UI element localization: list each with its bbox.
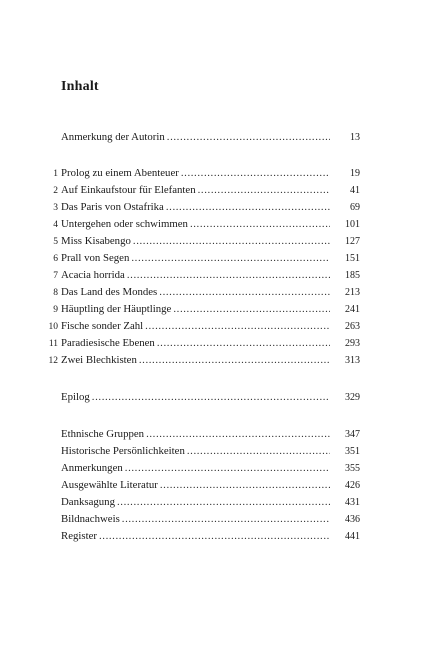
- dot-leader: [166, 199, 330, 215]
- toc-entry-back: [40, 460, 360, 476]
- page-title: Inhalt: [61, 79, 99, 94]
- toc-title: Das Paris von Ostafrika: [61, 201, 164, 213]
- toc-title: Prall von Segen: [61, 252, 130, 264]
- toc-page-number: 151: [345, 253, 360, 264]
- dot-leader: [117, 494, 330, 510]
- toc-entry-front: [40, 129, 360, 145]
- toc-page-number: 69: [350, 202, 360, 213]
- toc-title: Bildnachweis: [61, 513, 120, 525]
- toc-title: Register: [61, 530, 97, 542]
- chapter-number: 4: [53, 220, 58, 230]
- toc-page-number: 263: [345, 321, 360, 332]
- toc-page-number: 101: [345, 219, 360, 230]
- dot-leader: [122, 511, 330, 527]
- toc-title: Anmerkung der Autorin: [61, 131, 165, 143]
- dot-leader: [133, 233, 330, 249]
- toc-title: Fische sonder Zahl: [61, 320, 144, 332]
- toc-entry-chapter: [40, 233, 360, 249]
- toc-page-number: 431: [345, 497, 360, 508]
- toc-title: Epilog: [61, 391, 90, 403]
- toc-page-number: 355: [345, 463, 360, 474]
- dot-leader: [146, 426, 330, 442]
- toc-entry-chapter: [40, 250, 360, 266]
- dot-leader: [157, 335, 330, 351]
- toc-entry-back: [40, 511, 360, 527]
- toc-page-number: 185: [345, 270, 360, 281]
- toc-title: Acacia horrida: [61, 269, 125, 281]
- dot-leader: [160, 477, 330, 493]
- toc-title: Ethnische Gruppen: [61, 428, 145, 440]
- dot-leader: [125, 460, 330, 476]
- dot-leader: [190, 216, 330, 232]
- toc-page-number: 127: [345, 236, 360, 247]
- toc-page-number: 293: [345, 338, 360, 349]
- toc-entry-back: [40, 477, 360, 493]
- toc-entry-chapter: [40, 267, 360, 283]
- dot-leader: [173, 301, 330, 317]
- toc-entry-back: [40, 443, 360, 459]
- toc-title: Häuptling der Häuptlinge: [61, 303, 172, 315]
- toc-entry-back: [40, 426, 360, 442]
- toc-entry-chapter: [40, 165, 360, 181]
- toc-page-number: 426: [345, 480, 360, 491]
- toc-title: Prolog zu einem Abenteuer: [61, 167, 179, 179]
- toc-title: Auf Einkaufstour für Elefanten: [61, 184, 196, 196]
- chapter-number: 9: [53, 305, 58, 315]
- toc-entry-chapter: [40, 199, 360, 215]
- dot-leader: [159, 284, 330, 300]
- toc-entry-chapter: [40, 301, 360, 317]
- chapter-number: 11: [48, 339, 58, 349]
- toc-title: Ausgewählte Literatur: [61, 479, 158, 491]
- dot-leader: [181, 165, 330, 181]
- dot-leader: [99, 528, 330, 544]
- toc-entry-back: [40, 494, 360, 510]
- toc-page-number: 347: [345, 429, 360, 440]
- toc-entry-chapter: [40, 284, 360, 300]
- dot-leader: [145, 318, 330, 334]
- toc-page-number: 213: [345, 287, 360, 298]
- toc-entry-chapter: [40, 335, 360, 351]
- toc-title: Danksagung: [61, 496, 115, 508]
- toc-page-number: 351: [345, 446, 360, 457]
- toc-page-number: 436: [345, 514, 360, 525]
- dot-leader: [127, 267, 330, 283]
- chapter-number: 2: [53, 186, 58, 196]
- dot-leader: [139, 352, 330, 368]
- toc-page-number: 329: [345, 392, 360, 403]
- chapter-number: 7: [53, 271, 58, 281]
- chapter-number: 3: [53, 203, 58, 213]
- toc-entry-chapter: [40, 352, 360, 368]
- chapter-number: 6: [53, 254, 58, 264]
- toc-title: Das Land des Mondes: [61, 286, 158, 298]
- toc-page-number: 19: [350, 168, 360, 179]
- chapter-number: 12: [48, 356, 58, 366]
- toc-page-number: 441: [345, 531, 360, 542]
- dot-leader: [167, 129, 330, 145]
- chapter-number: 5: [53, 237, 58, 247]
- toc-entry-back: [40, 528, 360, 544]
- toc-entry-chapter: [40, 182, 360, 198]
- toc-page-number: 13: [350, 132, 360, 143]
- toc-title: Historische Persönlichkeiten: [61, 445, 185, 457]
- toc-page-number: 41: [350, 185, 360, 196]
- toc-title: Zwei Blechkisten: [61, 354, 137, 366]
- dot-leader: [187, 443, 330, 459]
- dot-leader: [198, 182, 330, 198]
- chapter-number: 1: [53, 169, 58, 179]
- toc-entry-chapter: [40, 216, 360, 232]
- toc-page-number: 241: [345, 304, 360, 315]
- toc-title: Paradiesische Ebenen: [61, 337, 155, 349]
- toc-title: Untergehen oder schwimmen: [61, 218, 188, 230]
- chapter-number: 8: [53, 288, 58, 298]
- toc-entry-chapter: [40, 318, 360, 334]
- toc-title: Anmerkungen: [61, 462, 123, 474]
- toc-title: Miss Kisabengo: [61, 235, 131, 247]
- chapter-number: 10: [48, 322, 58, 332]
- toc-page-number: 313: [345, 355, 360, 366]
- dot-leader: [131, 250, 330, 266]
- toc-entry-epilog: [40, 389, 360, 405]
- dot-leader: [92, 389, 330, 405]
